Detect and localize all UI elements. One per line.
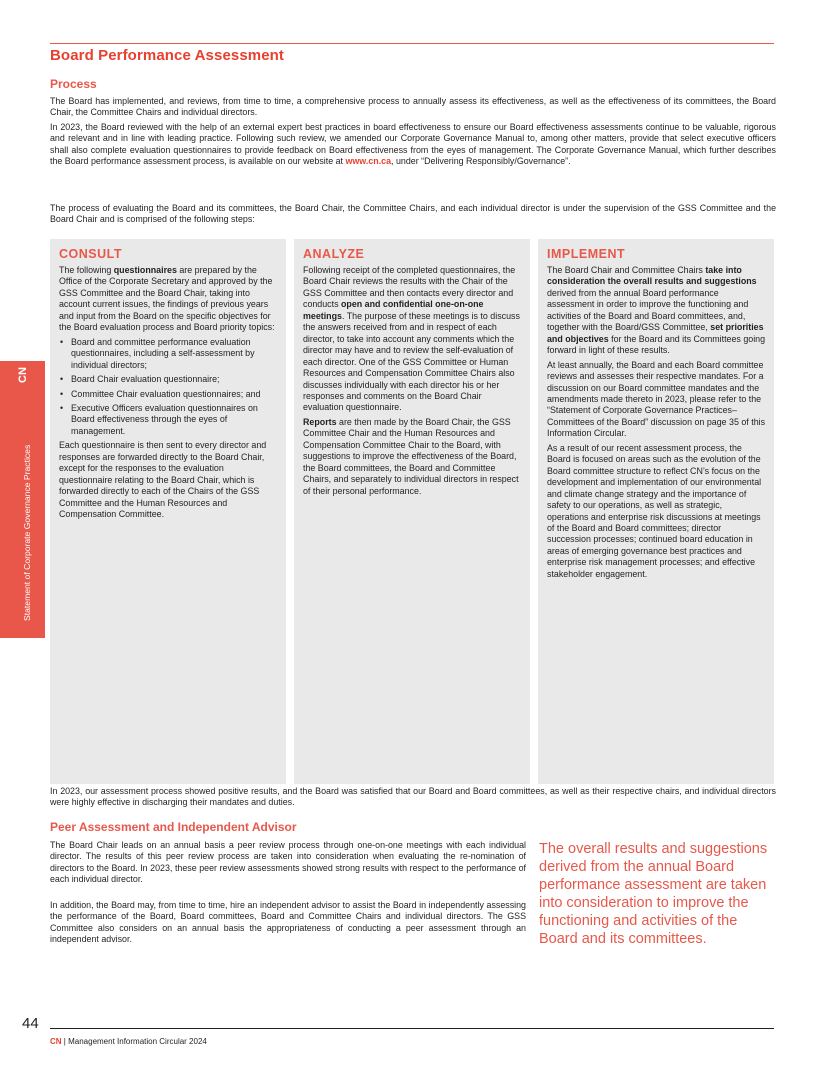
list-item: • Board and committee performance evaluation questionnaires, including a self-assessment by individual directors; <box>59 337 278 371</box>
process-heading: Process <box>50 77 97 91</box>
pull-quote: The overall results and suggestions derived from the annual Board performance assessment are taken into consideration to improve the functioning and activities of the Board and its committees. <box>539 841 768 947</box>
consult-panel <box>50 239 286 784</box>
implement-p1-bold-1: take into consideration the overall results and suggestions <box>547 265 757 287</box>
footer-brand: CN <box>50 1037 62 1046</box>
consult-heading: CONSULT <box>59 247 122 261</box>
analyze-paragraph-1 <box>303 265 522 414</box>
analyze-p2-bold: Reports <box>303 416 337 427</box>
side-tab-label: Statement of Corporate Governance Practices <box>22 444 32 621</box>
results-paragraph: In 2023, our assessment process showed positive results, and the Board was satisfied that our Board and Board committees, as well as their respective chairs, and individual directors were highly effective in discharging their mandates and duties. <box>50 786 776 808</box>
implement-p1-a: The Board Chair and Committee Chairs <box>547 265 706 275</box>
list-item: • Committee Chair evaluation questionnaires; and <box>59 389 278 400</box>
process-p2-tail: , under “Delivering Responsibly/Governance”. <box>391 156 571 167</box>
consult-paragraph-1 <box>59 265 278 334</box>
implement-paragraph-2: At least annually, the Board and each Board committee reviews and assesses their respective mandates. For a discussion on our Board committee mandates and the amendments made thereto in 2023, please refer to the “Statement of Corporate Governance Practices–Committees of the Board” discussion on page 35 of this Information Circular. <box>547 359 766 439</box>
implement-heading: IMPLEMENT <box>547 247 626 261</box>
implement-p1-c: derived from the annual Board performance assessment in order to improve the functioning and activities of the Board and Board committees, and, together with the Board/GSS Committee, <box>547 287 749 333</box>
implement-p1-e: for the Board and its Committees going forward in light of these results. <box>547 333 766 356</box>
analyze-p1-a: Following receipt of the completed questionnaires, the Board Chair reviews the results with the Chair of the GSS Committee and then contacts every director and conducts <box>303 265 516 310</box>
consult-paragraph-2: Each questionnaire is then sent to every director and responses are forwarded directly to the Board Chair, except for the responses to the evaluation questionnaire relating to the Board Chair, which is forwarded directly to each of the Chairs of the GSS Committee and the Human Resources and Compensation Committee. <box>59 440 267 520</box>
process-paragraph-3: The process of evaluating the Board and its committees, the Board Chair, the Committee Chairs, and each individual director is under the supervision of the GSS Committee and the Board Chair and is comprised of the following steps: <box>50 203 776 225</box>
list-item: • Board Chair evaluation questionnaire; <box>59 374 278 385</box>
analyze-body <box>303 265 522 500</box>
analyze-paragraph-2 <box>303 417 522 497</box>
analyze-heading: ANALYZE <box>303 247 365 261</box>
process-p2-text: In 2023, the Board reviewed with the help of an external expert best practices in board effectiveness to ensure our Board effectiveness assessments continue to be valuable, rigorous and relevant and in line with leading practice. Following such review, we amended our Corporate Governance Manual to, among other matters, provide that select executive officers shall also complete evaluation questionnaires to provide feedback on Board effectiveness from the eyes of management. The Corporate Governance Manual, which further describes the Board performance assessment process, is available on our website at <box>50 122 776 167</box>
top-rule <box>50 43 774 44</box>
process-paragraph-2 <box>50 122 776 168</box>
process-paragraph-1: The Board has implemented, and reviews, from time to time, a comprehensive process to annually assess its effectiveness, as well as the effectiveness of its committees, the Board Chair, the Committee Chairs and individual directors. <box>50 96 776 118</box>
consult-p1-c: are prepared by the Office of the Corporate Secretary and approved by the GSS Committee and the Board Chair, taking into account current issues, the findings of previous years and input from the Board on the specific objectives for the Board evaluation process and Board priority topics: <box>59 265 275 333</box>
analyze-p2-b: are then made by the Board Chair, the GSS Committee Chair and the Human Resources and Compensation Committee Chair to the Board, with suggestions to improve the effectiveness of the Board, the Board committees, the Board and Committee Chairs, and separately to individual directors in respect of their personal performance. <box>303 416 519 496</box>
analyze-p1-bold: open and confidential one-on-one meetings <box>303 299 484 321</box>
website-link[interactable]: www.cn.ca <box>345 156 392 167</box>
peer-paragraph-2: In addition, the Board may, from time to time, hire an independent advisor to assist the Board in independently assessing the performance of the Board, Board committees, Board and Committee Chairs and individual directors. The GSS Committee also considers on an annual basis the appropriateness of conducting a peer assessment through an independent advisor. <box>50 900 526 945</box>
footer-document: Management Information Circular 2024 <box>68 1037 207 1046</box>
peer-heading: Peer Assessment and Independent Advisor <box>50 820 297 834</box>
peer-paragraph-1: The Board Chair leads on an annual basis a peer review process through one-on-one meetings with each individual director. The results of this peer review process are taken into consideration when evaluating the re-nomination of directors to the Board. In 2023, these peer review assessments showed strong results with respect to the performance of each individual director. <box>50 840 526 885</box>
consult-bullet-list <box>59 337 278 438</box>
list-item: • Executive Officers evaluation questionnaires on Board effectiveness through the eyes of management. <box>59 403 278 437</box>
side-section-tab <box>0 361 45 638</box>
consult-body <box>59 265 278 524</box>
implement-paragraph-1 <box>547 265 766 357</box>
implement-p1-bold-2: set priorities and objectives <box>547 322 764 344</box>
implement-body <box>547 265 766 583</box>
page-title: Board Performance Assessment <box>50 47 285 64</box>
implement-panel <box>538 239 774 784</box>
page-number: 44 <box>22 1015 39 1032</box>
implement-paragraph-3: As a result of our recent assessment process, the Board is focused on areas such as the evolution of the Board committee structure to reflect CN’s focus on the development and implementation of our environmental and climate change strategy and the importance of safety to our operations, as well as strategic, operations and enterprise risk discussions at meetings of the Board and Board committees; director succession processes; continued board education in areas of emerging governance best practices and enterprise risk management processes; and effective stakeholder engagement. <box>547 442 762 579</box>
side-tab-brand: CN <box>17 367 29 383</box>
footer-separator: | <box>63 1037 66 1046</box>
analyze-panel <box>294 239 530 784</box>
consult-p1-a: The following <box>59 265 114 275</box>
analyze-p1-c: . The purpose of these meetings is to discuss the answers received from and in respect of each director, to take into account any comments which the director may have and to review the self-evaluation of each director. One of the GSS Committee or Human Resources and Compensation Committee Chairs also discusses individually with each director his or her responses and comments on the Board Chair evaluation questionnaire. <box>303 310 520 413</box>
footer <box>50 1037 207 1046</box>
consult-p1-bold: questionnaires <box>113 265 177 275</box>
bottom-rule <box>50 1028 774 1029</box>
